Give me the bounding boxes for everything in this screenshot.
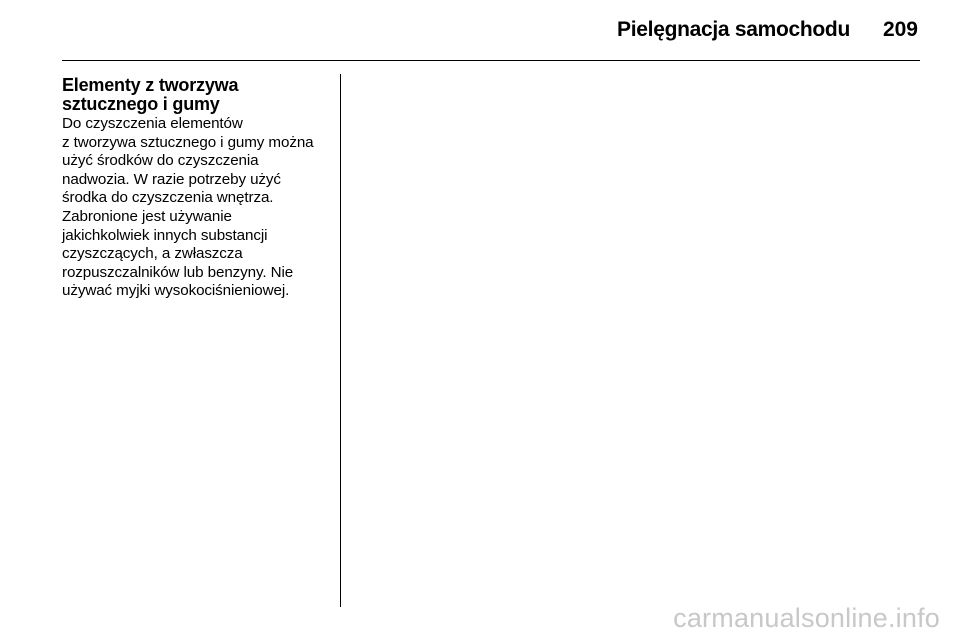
header-rule — [62, 60, 920, 61]
body-line: używać myjki wysokociśnieniowej. — [62, 282, 290, 300]
body-line: z tworzywa sztucznego i gumy można — [62, 133, 314, 151]
section-heading — [62, 76, 334, 114]
section-heading-line: Elementy z tworzywa — [62, 75, 239, 95]
body-line: czyszczących, a zwłaszcza — [62, 245, 243, 263]
page-header — [0, 0, 960, 62]
body-line: rozpuszczalników lub benzyny. Nie — [62, 263, 294, 281]
section-body — [62, 115, 334, 301]
watermark: carmanualsonline.info — [673, 603, 940, 633]
left-column — [62, 76, 334, 301]
body-line: środka do czyszczenia wnętrza. — [62, 189, 274, 207]
body-line: Zabronione jest używanie — [62, 207, 232, 225]
body-line: jakichkolwiek innych substancji — [62, 226, 268, 244]
body-line: Do czyszczenia elementów — [62, 115, 243, 132]
body-line: nadwozia. W razie potrzeby użyć — [62, 170, 281, 188]
page-number: 209 — [882, 18, 918, 41]
column-divider — [340, 74, 341, 607]
section-heading-line: sztucznego i gumy — [62, 94, 220, 114]
body-line: użyć środków do czyszczenia — [62, 152, 259, 170]
header-title: Pielęgnacja samochodu — [617, 18, 850, 41]
